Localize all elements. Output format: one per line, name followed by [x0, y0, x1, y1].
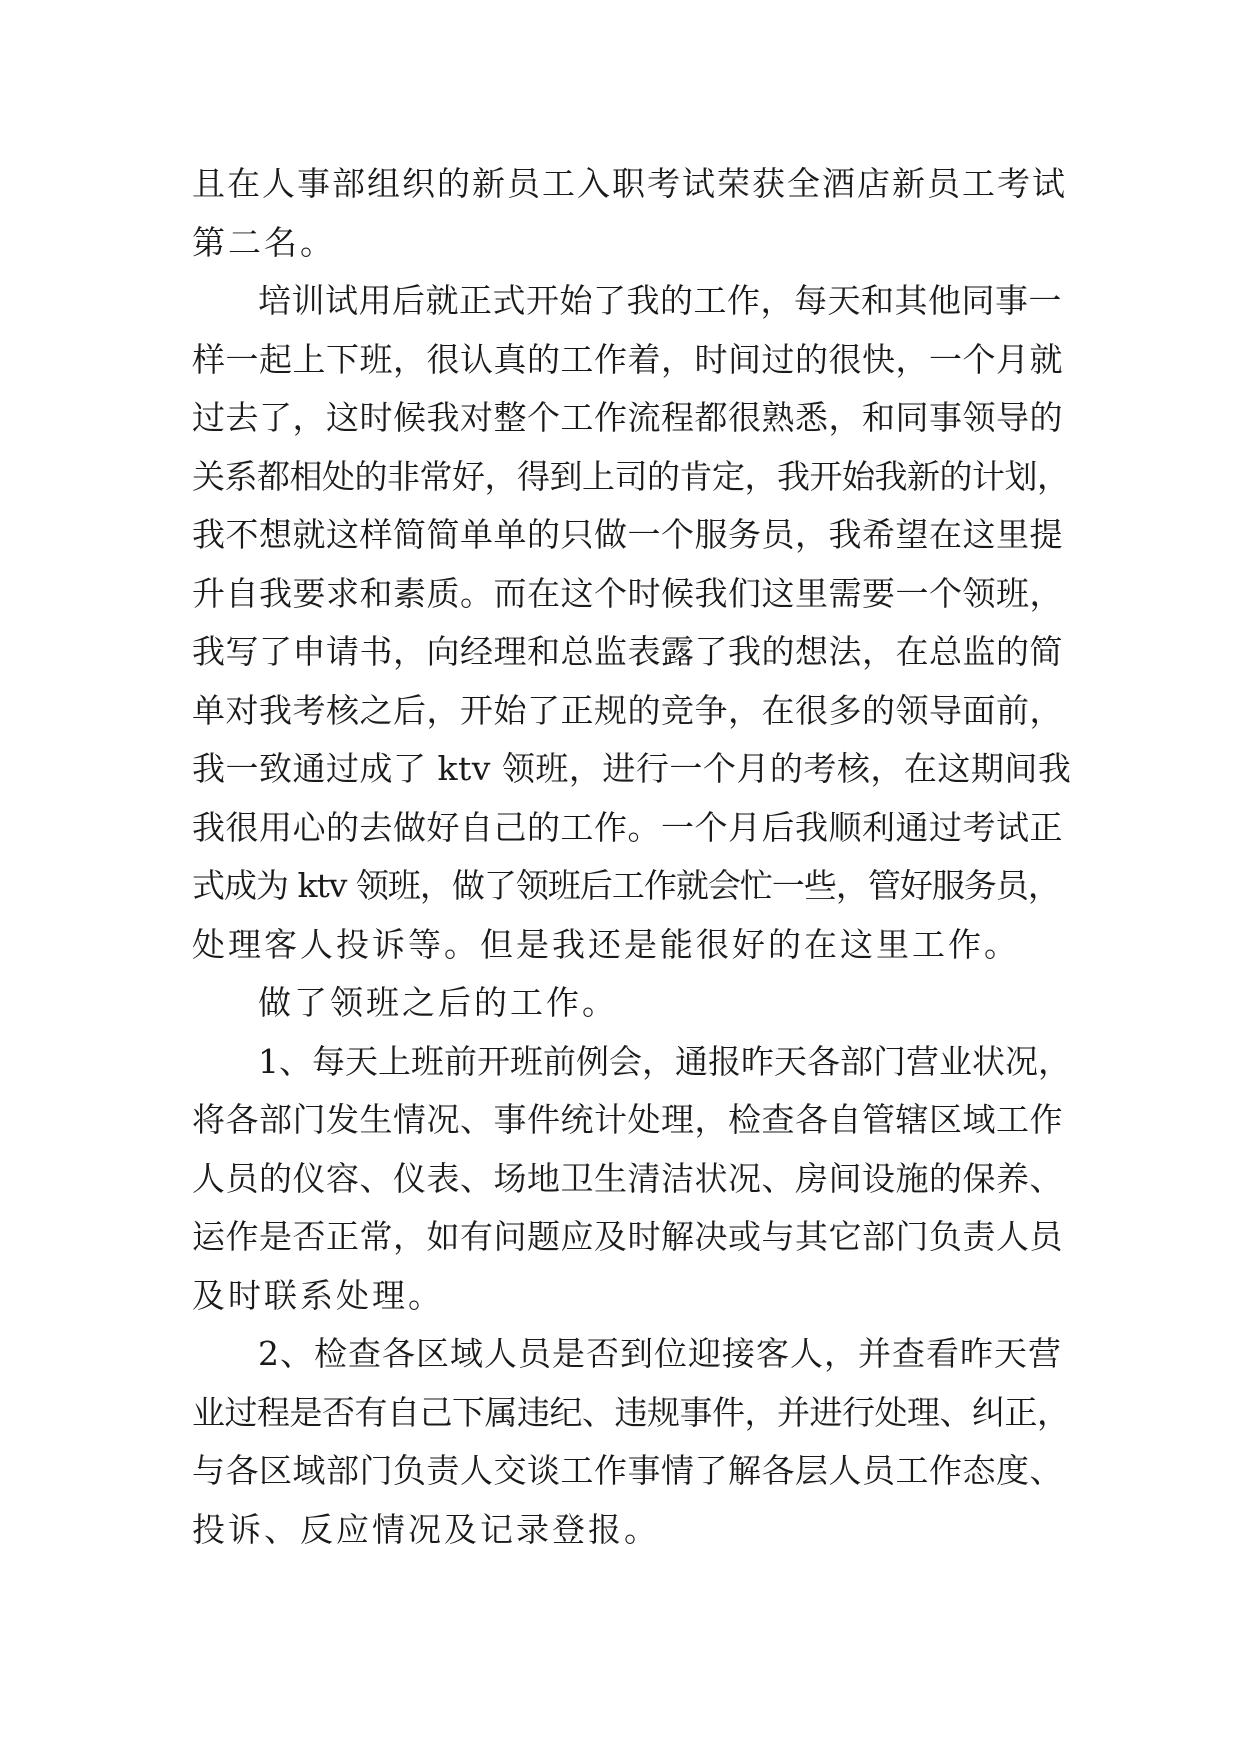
- text-line: 我不想就这样简简单单的只做一个服务员，我希望在这里提: [192, 515, 1063, 554]
- text-line: 第二名。: [192, 222, 336, 262]
- text-line: 我写了申请书，向经理和总监表露了我的想法，在总监的简: [192, 632, 1063, 671]
- text-line: 将各部门发生情况、事件统计处理，检查各自管辖区域工作: [192, 1100, 1063, 1139]
- text-line: 投诉、反应情况及记录登报。: [192, 1509, 660, 1549]
- text-line: 过去了，这时候我对整个工作流程都很熟悉，和同事领导的: [192, 398, 1063, 437]
- paragraph-start-line: 做了领班之后的工作。: [258, 983, 618, 1022]
- paragraph-start-line: 2、检查各区域人员是否到位迎接客人，并查看昨天营: [258, 1334, 1062, 1373]
- text-line: 我很用心的去做好自己的工作。一个月后我顺利通过考试正: [192, 807, 1063, 847]
- text-line: 样一起上下班，很认真的工作着，时间过的很快，一个月就: [192, 339, 1063, 379]
- text-line: 单对我考核之后，开始了正规的竞争，在很多的领导面前，: [192, 690, 1063, 730]
- text-line: 且在人事部组织的新员工入职考试荣获全酒店新员工考试: [192, 164, 1067, 203]
- text-line: 业过程是否有自己下属违纪、违规事件，并进行处理、纠正，: [192, 1392, 1070, 1432]
- text-line: 升自我要求和素质。而在这个时候我们这里需要一个领班，: [192, 573, 1063, 613]
- text-line: 关系都相处的非常好，得到上司的肯定，我开始我新的计划，: [192, 456, 1070, 496]
- paragraph-start-line: 培训试用后就正式开始了我的工作，每天和其他同事一: [258, 281, 1062, 320]
- paragraph-start-line: 1、每天上班前开班前例会，通报昨天各部门营业状况，: [258, 1041, 1071, 1081]
- text-line: 及时联系处理。: [192, 1275, 444, 1315]
- text-line: 我一致通过成了 ktv 领班，进行一个月的考核，在这期间我: [192, 749, 1072, 788]
- text-line: 处理客人投诉等。但是我还是能很好的在这里工作。: [192, 924, 1020, 964]
- body-text: [192, 155, 1072, 1559]
- text-line: 运作是否正常，如有问题应及时解决或与其它部门负责人员: [192, 1217, 1063, 1256]
- text-line: 人员的仪容、仪表、场地卫生清洁状况、房间设施的保养、: [192, 1158, 1063, 1198]
- text-line: 式成为 ktv 领班，做了领班后工作就会忙一些，管好服务员，: [192, 866, 1060, 905]
- text-line: 与各区域部门负责人交谈工作事情了解各层人员工作态度、: [192, 1451, 1063, 1490]
